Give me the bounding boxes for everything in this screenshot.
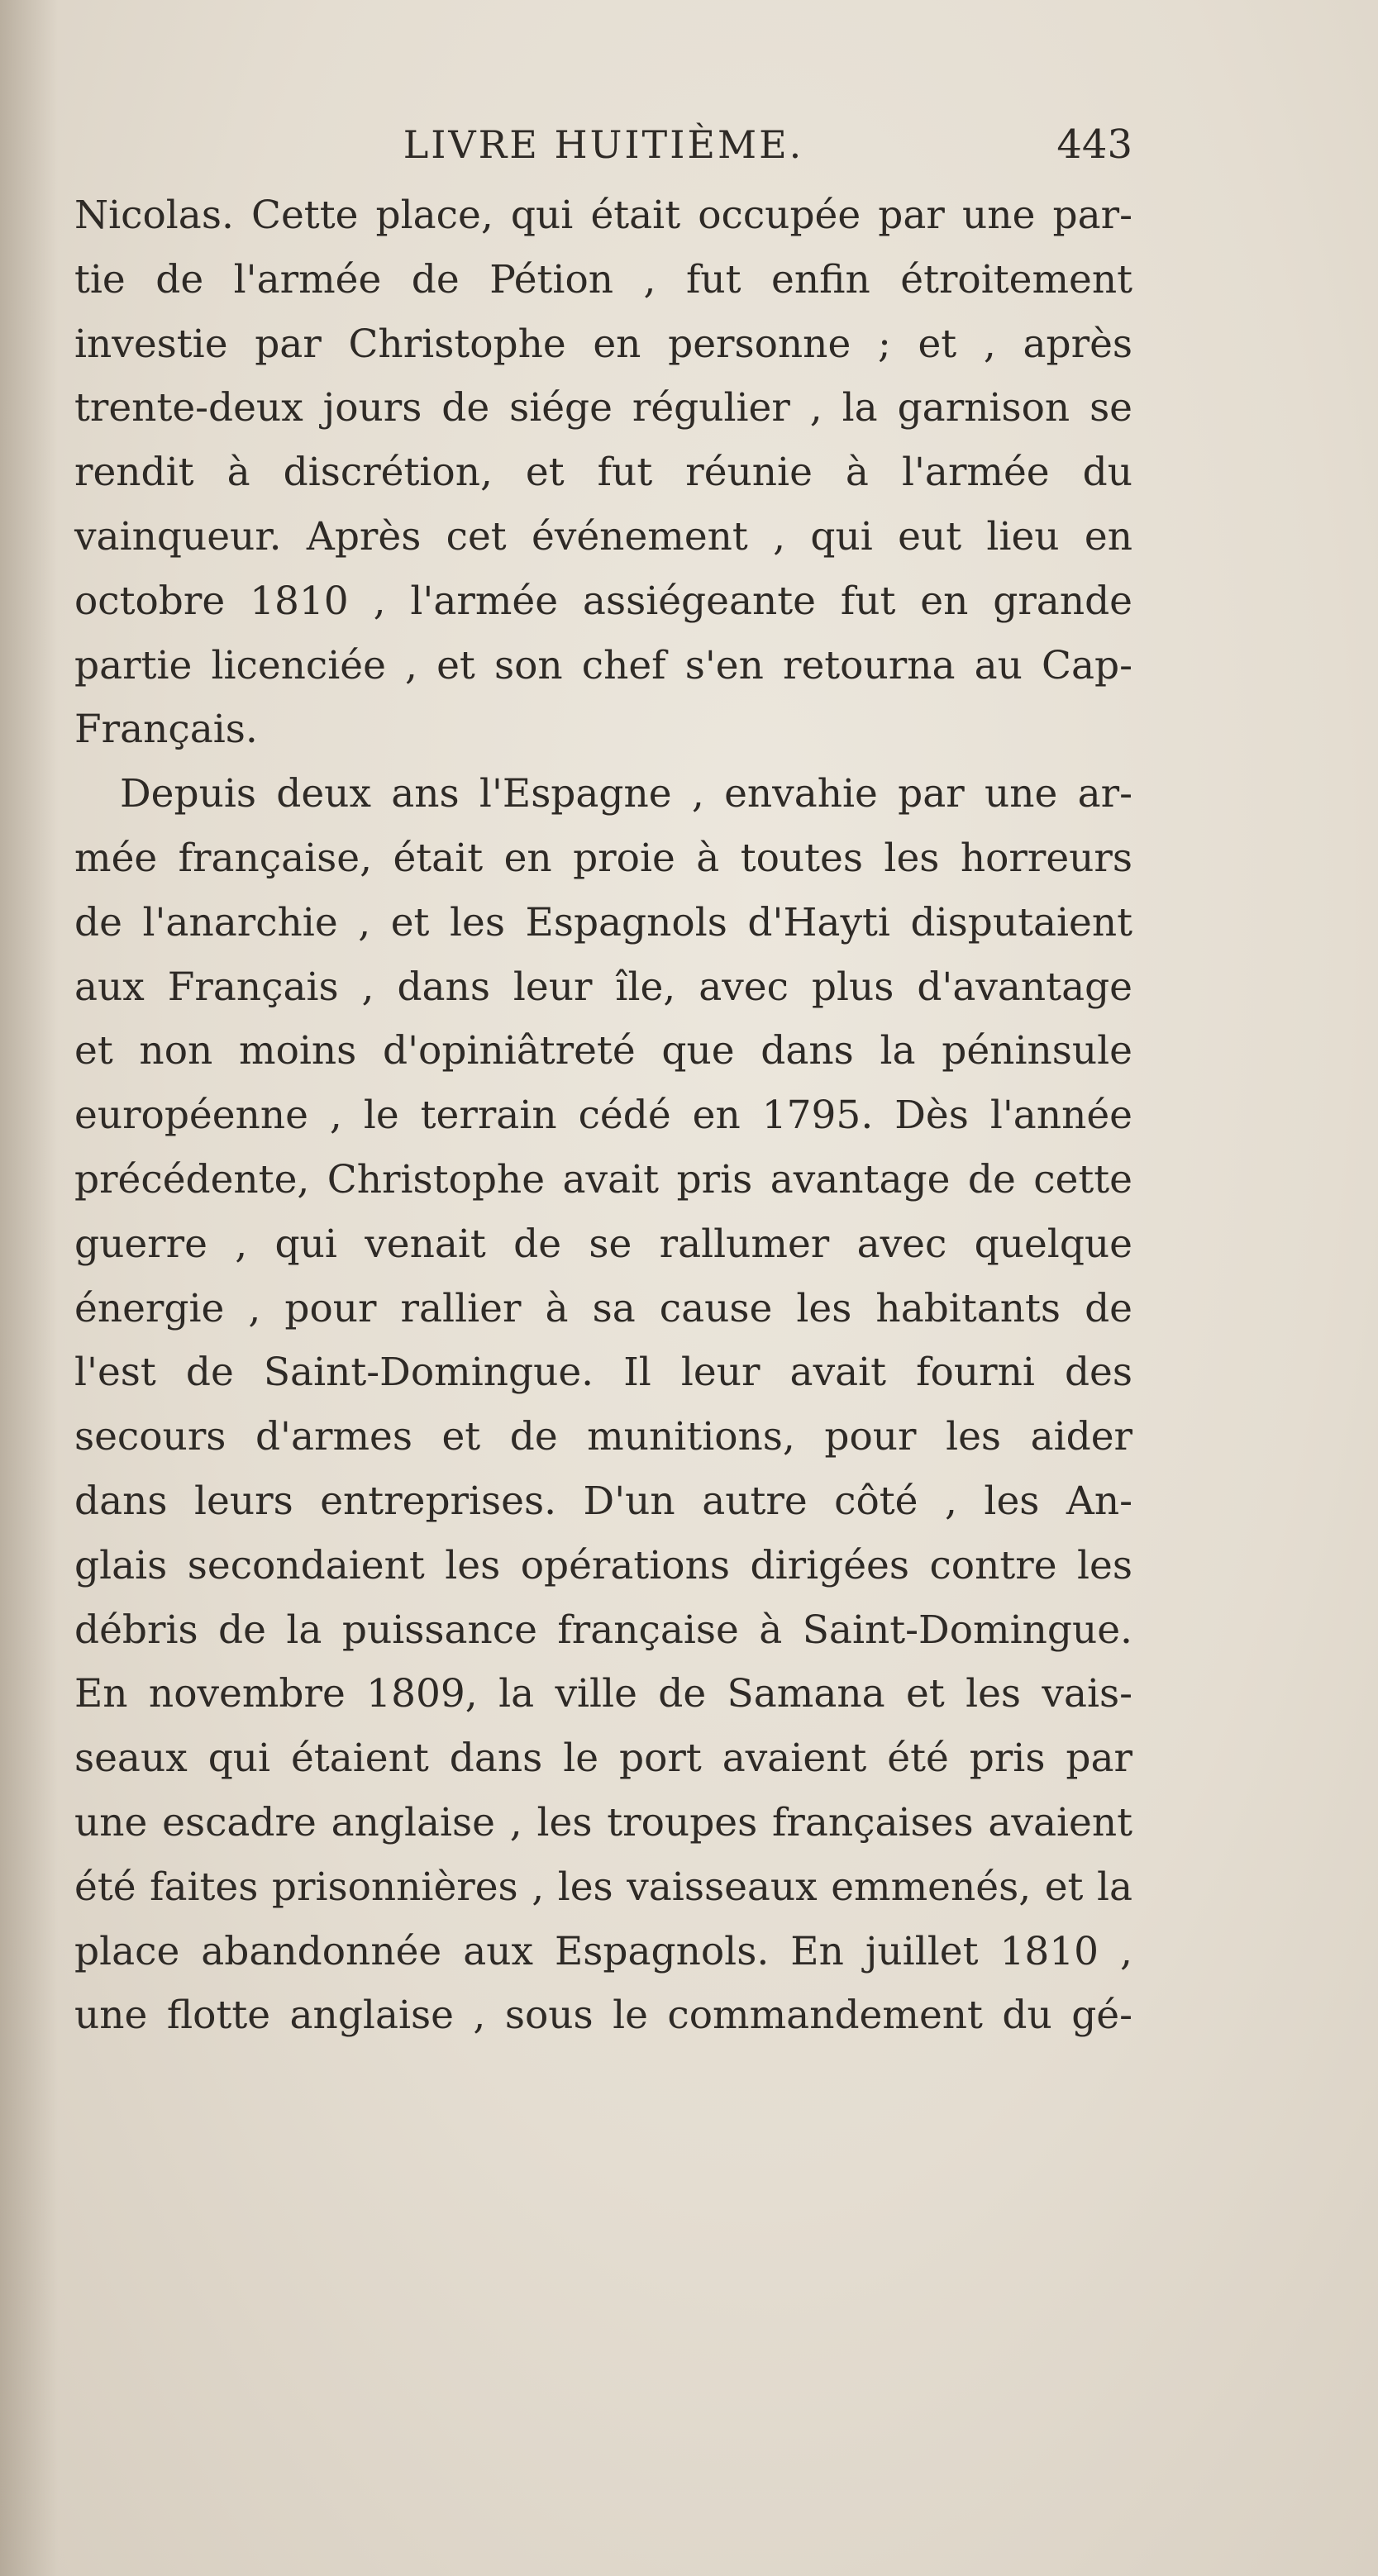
running-head (74, 112, 1132, 178)
text-line: glais secondaient les opérations dirigées contre les (74, 1542, 1132, 1588)
text-line: octobre 1810 , l'armée assiégeante fut en grande (74, 578, 1132, 624)
text-line: européenne , le terrain cédé en 1795. Dès l'année (74, 1093, 1132, 1139)
text-line: l'est de Saint-Domingue. Il leur avait fourni des (74, 1350, 1132, 1396)
text-line: rendit à discrétion, et fut réunie à l'armée du (74, 450, 1132, 496)
paragraph-start-line: Depuis deux ans l'Espagne , envahie par une ar- (120, 771, 1132, 817)
text-line: énergie , pour rallier à sa cause les habitants de (74, 1285, 1132, 1331)
text-line: une escadre anglaise , les troupes françaises avaient (74, 1799, 1132, 1845)
text-line: partie licenciée , et son chef s'en retourna au Cap- (74, 642, 1132, 688)
text-line: investie par Christophe en personne ; et , après (74, 321, 1132, 367)
text-line: dans leurs entreprises. D'un autre côté , les An- (74, 1478, 1132, 1524)
text-line: et non moins d'opiniâtreté que dans la péninsule (74, 1028, 1132, 1074)
text-line: tie de l'armée de Pétion , fut enfin étroitement (74, 256, 1132, 302)
text-line: En novembre 1809, la ville de Samana et les vais- (74, 1671, 1132, 1717)
text-line: vainqueur. Après cet événement , qui eut lieu en (74, 513, 1132, 559)
text-line: trente-deux jours de siége régulier , la garnison se (74, 385, 1132, 431)
text-line: aux Français , dans leur île, avec plus d'avantage (74, 964, 1132, 1010)
text-line: de l'anarchie , et les Espagnols d'Hayti disputaient (74, 899, 1132, 945)
text-line: été faites prisonnières , les vaisseaux emmenés, et la (74, 1864, 1132, 1910)
running-title: LIVRE HUITIÈME. (403, 122, 804, 167)
text-line: Nicolas. Cette place, qui était occupée par une par- (74, 193, 1132, 238)
text-line: une flotte anglaise , sous le commandement du gé- (74, 1993, 1132, 2039)
text-line: seaux qui étaient dans le port avaient été pris par (74, 1736, 1132, 1782)
text-line: débris de la puissance française à Saint-Domingue. (74, 1607, 1132, 1653)
text-line: mée française, était en proie à toutes les horreurs (74, 835, 1132, 881)
page-number: 443 (1056, 121, 1132, 168)
text-line: place abandonnée aux Espagnols. En juillet 1810 , (74, 1928, 1132, 1974)
body-text (74, 183, 1132, 2048)
text-line: secours d'armes et de munitions, pour les aider (74, 1414, 1132, 1460)
text-line: Français. (74, 707, 258, 753)
text-line: précédente, Christophe avait pris avantage de cette (74, 1156, 1132, 1202)
text-line: guerre , qui venait de se rallumer avec quelque (74, 1221, 1132, 1267)
